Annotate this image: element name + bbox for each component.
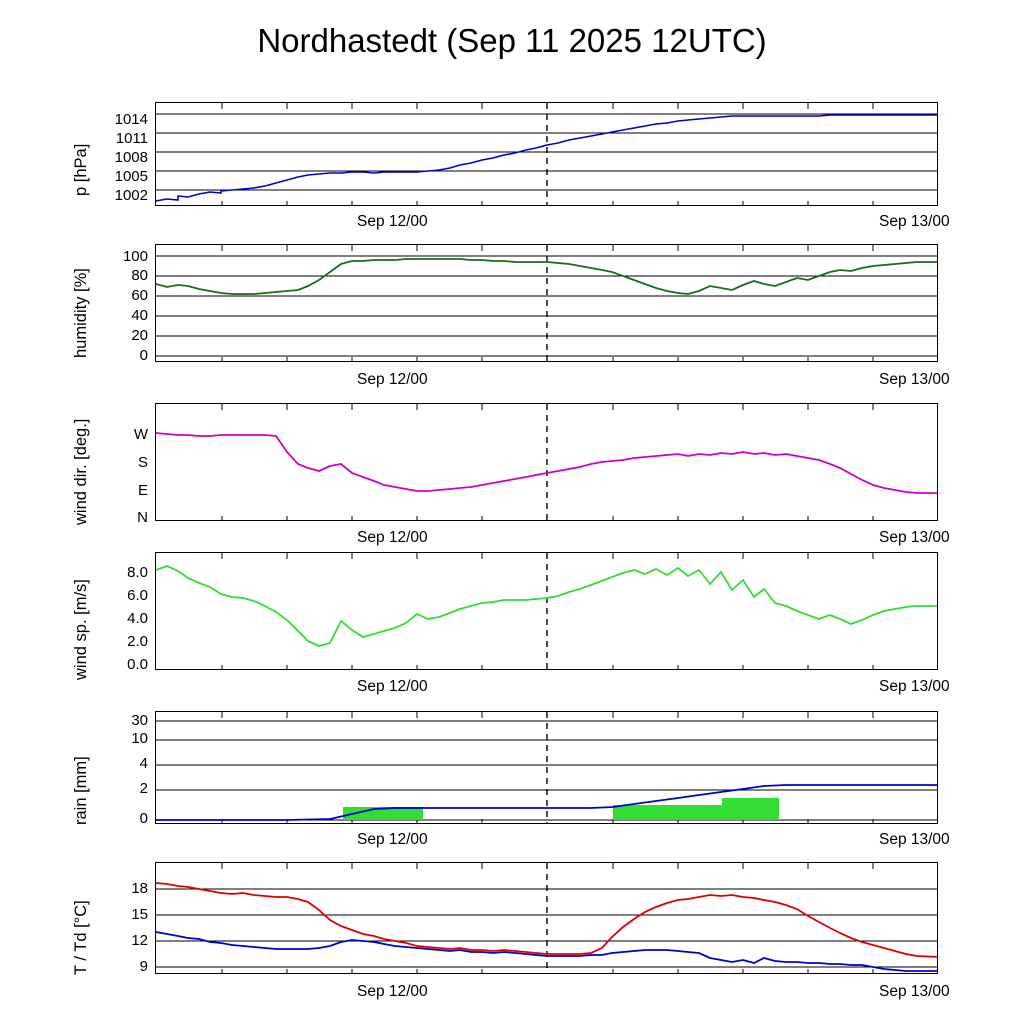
xlabel-p-sep12: Sep 12/00 <box>357 213 428 230</box>
ytick-wd-E: E <box>137 482 148 499</box>
ytick-p-1002: 1002 <box>114 187 148 204</box>
axis-label-wind-dir: wind dir. [deg.] <box>72 418 90 525</box>
ytick-r-0: 0 <box>139 810 148 827</box>
xlabel-r-sep13: Sep 13/00 <box>879 831 950 848</box>
xlabel-ws-sep12: Sep 12/00 <box>357 678 428 695</box>
xlabel-ws-sep13: Sep 13/00 <box>879 678 950 695</box>
ytick-h-40: 40 <box>131 307 148 324</box>
axis-label-rain: rain [mm] <box>72 756 90 825</box>
ytick-h-0: 0 <box>139 347 148 364</box>
ytick-t-12: 12 <box>131 932 148 949</box>
ytick-t-18: 18 <box>131 880 148 897</box>
plot-wind-direction <box>155 403 938 521</box>
xlabel-p-sep13: Sep 13/00 <box>879 213 950 230</box>
ytick-h-60: 60 <box>131 287 148 304</box>
axis-label-temp: T / Td [°C] <box>72 900 90 975</box>
ytick-r-10: 10 <box>131 730 148 747</box>
plot-humidity <box>155 244 938 362</box>
xlabel-wd-sep13: Sep 13/00 <box>879 529 950 546</box>
ytick-wd-N: N <box>137 509 148 526</box>
xlabel-t-sep13: Sep 13/00 <box>879 983 950 1000</box>
plot-pressure <box>155 102 938 206</box>
axis-label-pressure: p [hPa] <box>72 143 90 196</box>
xlabel-t-sep12: Sep 12/00 <box>357 983 428 1000</box>
plot-wind-speed <box>155 552 938 670</box>
ytick-t-9: 9 <box>139 958 148 975</box>
ytick-t-15: 15 <box>131 906 148 923</box>
ytick-r-30: 30 <box>131 712 148 729</box>
plot-rain <box>155 711 938 824</box>
ytick-p-1005: 1005 <box>114 168 148 185</box>
ytick-h-20: 20 <box>131 327 148 344</box>
ytick-r-2: 2 <box>139 780 148 797</box>
ytick-h-100: 100 <box>122 248 148 265</box>
axis-label-wind-sp: wind sp. [m/s] <box>72 579 90 680</box>
page-title: Nordhastedt (Sep 11 2025 12UTC) <box>257 22 767 59</box>
plot-temperature <box>155 862 938 974</box>
ytick-p-1014: 1014 <box>114 111 148 128</box>
xlabel-h-sep12: Sep 12/00 <box>357 371 428 388</box>
ytick-r-4: 4 <box>139 755 148 772</box>
ytick-h-80: 80 <box>131 267 148 284</box>
ytick-wd-S: S <box>137 454 148 471</box>
ytick-wd-W: W <box>133 426 148 443</box>
ytick-p-1011: 1011 <box>115 130 148 147</box>
ytick-p-1008: 1008 <box>114 149 148 166</box>
xlabel-r-sep12: Sep 12/00 <box>357 831 428 848</box>
ytick-ws-60: 6.0 <box>127 587 148 604</box>
xlabel-wd-sep12: Sep 12/00 <box>357 529 428 546</box>
ytick-ws-40: 4.0 <box>127 610 148 627</box>
xlabel-h-sep13: Sep 13/00 <box>879 371 950 388</box>
ytick-ws-20: 2.0 <box>127 633 148 650</box>
rain-rate-bars <box>343 798 779 820</box>
ytick-ws-80: 8.0 <box>127 564 148 581</box>
axis-label-humidity: humidity [%] <box>72 268 90 358</box>
ytick-ws-00: 0.0 <box>127 656 148 673</box>
